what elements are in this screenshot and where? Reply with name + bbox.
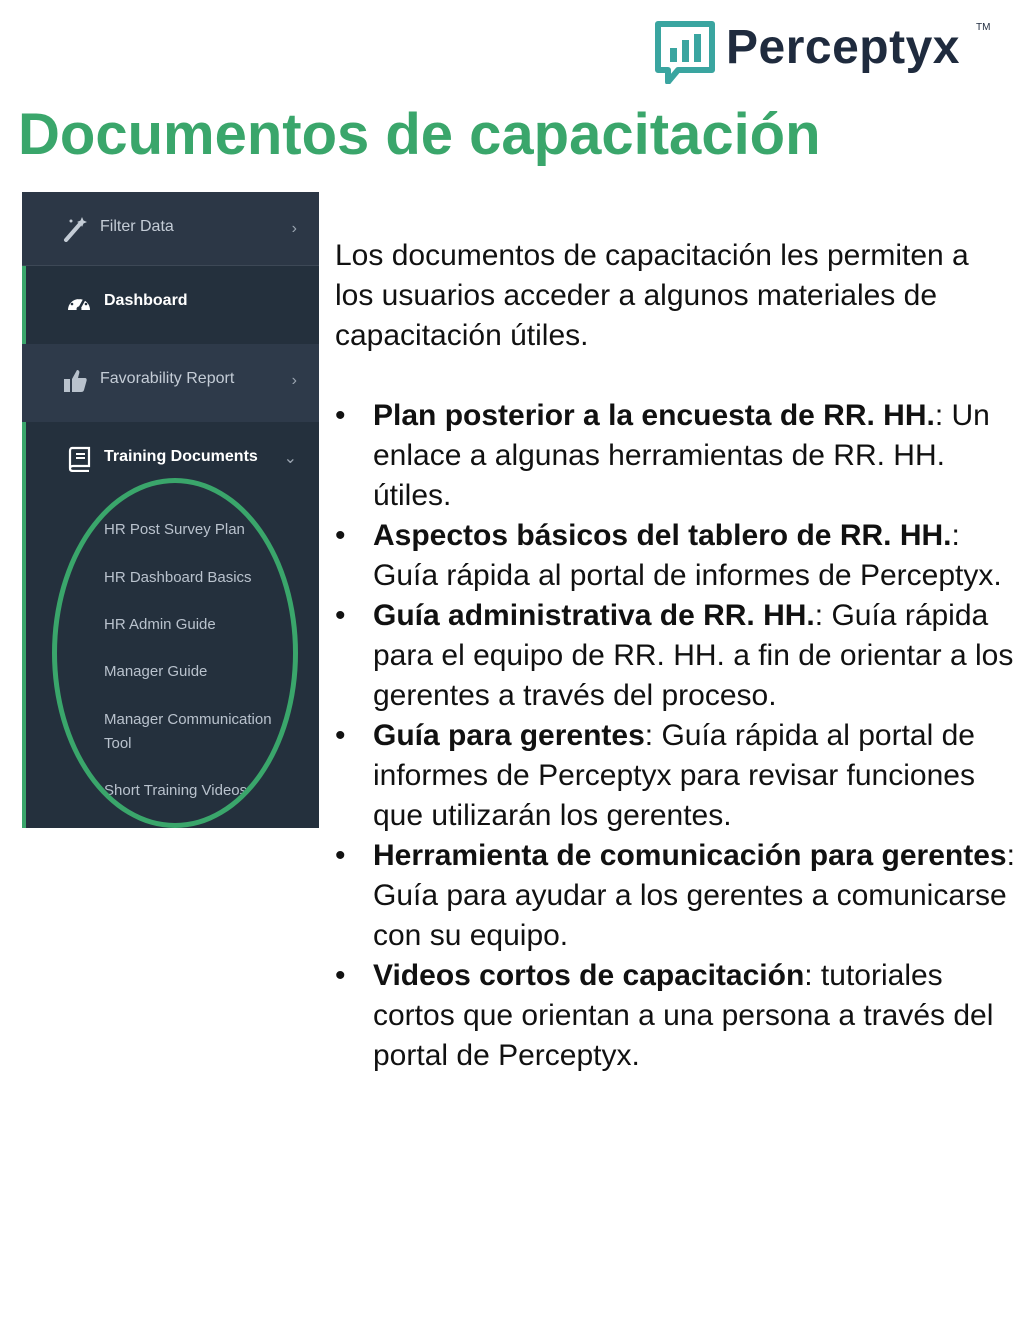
bullet-item <box>335 396 1015 516</box>
submenu-item-short-training-videos[interactable]: Short Training Videos <box>104 782 248 799</box>
bullet-description: : Guía rápida al portal de informes de Perceptyx para revisar funciones que utilizarán los gerentes. <box>373 719 975 832</box>
sidebar-item-training-documents[interactable] <box>22 422 319 498</box>
chevron-right-icon: › <box>291 372 297 389</box>
sidebar-item-label: Dashboard <box>104 292 188 309</box>
logo-wordmark: Perceptyx <box>726 21 960 74</box>
bullet-item <box>335 716 1015 836</box>
magic-wand-icon <box>62 216 88 242</box>
bullet-item <box>335 956 1015 1076</box>
chart-bubble-icon <box>654 20 716 84</box>
bullet-term: Aspectos básicos del tablero de RR. HH. <box>373 519 952 552</box>
sidebar-item-favorability-report[interactable] <box>22 344 319 422</box>
sidebar-item-dashboard[interactable] <box>22 266 319 344</box>
book-icon <box>66 446 92 472</box>
sidebar-nav <box>22 192 319 828</box>
bullet-item <box>335 836 1015 956</box>
page-title: Documentos de capacitación <box>18 102 821 167</box>
bullet-term: Guía para gerentes <box>373 719 645 752</box>
submenu-item-manager-communication-tool[interactable]: Manager Communication Tool <box>104 711 272 752</box>
sidebar-item-label: Favorability Report <box>100 370 235 387</box>
sidebar-item-label: Training Documents <box>104 448 258 465</box>
bullet-item <box>335 516 1015 596</box>
bullet-term: Plan posterior a la encuesta de RR. HH. <box>373 399 935 432</box>
bullet-item <box>335 596 1015 716</box>
bullet-list <box>335 396 1015 1076</box>
chevron-down-icon: ⌄ <box>283 450 297 467</box>
submenu-item-hr-admin-guide[interactable]: HR Admin Guide <box>104 616 216 633</box>
submenu-item-manager-guide[interactable]: Manager Guide <box>104 663 208 680</box>
trademark-mark: TM <box>976 22 991 33</box>
perceptyx-logo <box>654 18 994 84</box>
speedometer-icon <box>66 290 92 316</box>
sidebar-item-label: Filter Data <box>100 218 174 235</box>
submenu-item-hr-post-survey-plan[interactable]: HR Post Survey Plan <box>104 521 245 538</box>
chevron-right-icon: › <box>291 220 297 237</box>
submenu-item-hr-dashboard-basics[interactable]: HR Dashboard Basics <box>104 569 252 586</box>
bullet-description: : Guía rápida al portal de informes de Perceptyx. <box>373 519 1002 592</box>
bullet-description: : Un enlace a algunas herramientas de RR. HH. útiles. <box>373 399 990 512</box>
sidebar-item-filter-data[interactable] <box>22 192 319 266</box>
thumbs-up-icon <box>62 368 88 394</box>
bullet-term: Herramienta de comunicación para gerentes <box>373 839 1007 872</box>
bullet-description: : Guía para ayudar a los gerentes a comunicarse con su equipo. <box>373 839 1015 952</box>
intro-paragraph: Los documentos de capacitación les permiten a los usuarios acceder a algunos materiales de capacitación útiles. <box>335 239 969 352</box>
bullet-term: Videos cortos de capacitación <box>373 959 805 992</box>
bullet-term: Guía administrativa de RR. HH. <box>373 599 815 632</box>
main-content <box>335 236 1015 1076</box>
bullet-description: : Guía rápida para el equipo de RR. HH. a fin de orientar a los gerentes a través del proceso. <box>373 599 1014 712</box>
training-documents-submenu <box>22 498 319 828</box>
bullet-description: : tutoriales cortos que orientan a una persona a través del portal de Perceptyx. <box>373 959 994 1072</box>
